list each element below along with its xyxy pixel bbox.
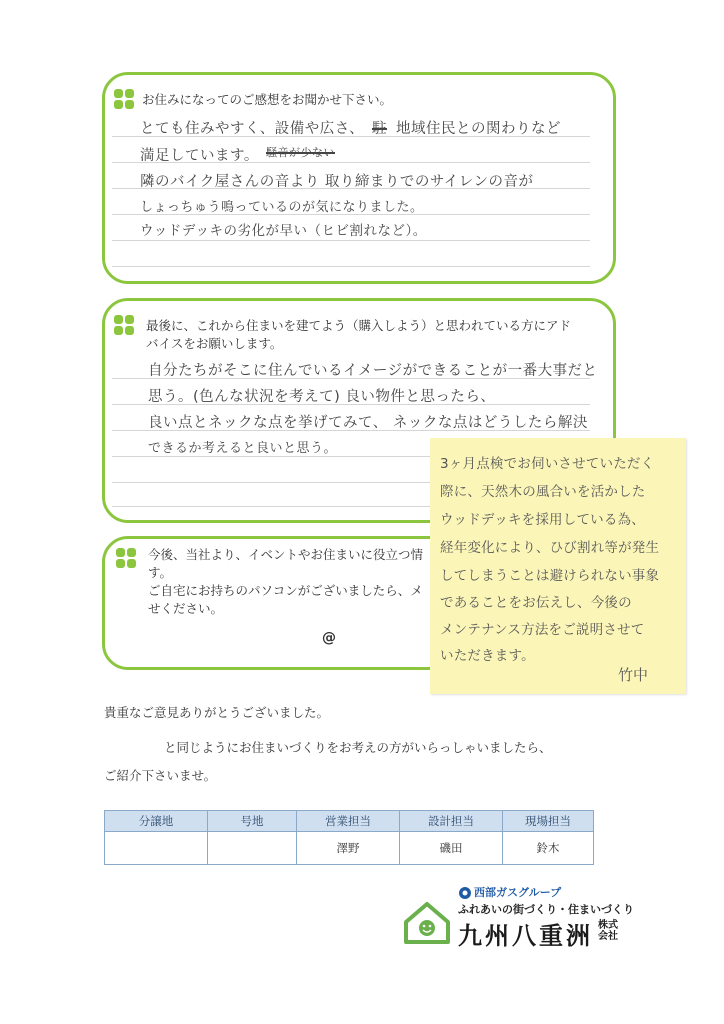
value-lot-number: [208, 832, 297, 865]
value-site: 鈴木: [503, 832, 594, 865]
struck-word-2: 騒音が少ない: [266, 146, 335, 159]
note-line-1: 3ヶ月点検でお伺いさせていただく: [440, 456, 655, 472]
note-line-8: いただきます。: [440, 648, 535, 664]
value-lot: [105, 832, 208, 865]
clover-icon: [116, 548, 138, 570]
thanks-text: 貴重なご意見ありがとうございました。: [104, 705, 330, 720]
house-logo-icon: [402, 898, 452, 948]
logo-group: 西部ガスグループ: [474, 886, 562, 899]
impressions-question: お住みになってのご感想をお聞かせ下さい。: [142, 92, 393, 107]
contact-text-1: 今後、当社より、イベントやお住まいに役立つ情: [148, 547, 424, 562]
contact-text-2: す。: [148, 565, 173, 580]
clover-icon: [114, 89, 136, 111]
advice-line-1: 自分たちがそこに住んでいるイメージができることが一番大事だと: [148, 363, 598, 379]
header-lot-number: 号地: [208, 811, 297, 832]
value-design: 磯田: [400, 832, 503, 865]
note-line-4: 経年変化により、ひび割れ等が発生: [440, 540, 660, 556]
impressions-line-1b: 地域住民との関わりなど: [396, 121, 561, 137]
header-sales: 営業担当: [297, 811, 400, 832]
logo-suffix: 株式会社: [598, 920, 618, 942]
note-signature: 竹中: [617, 666, 648, 684]
staff-table: [104, 810, 594, 865]
email-at-sign: @: [322, 630, 336, 646]
struck-word-1: 駐: [372, 121, 387, 137]
contact-text-4: せください。: [148, 601, 224, 616]
logo-tagline: ふれあいの街づくり・住まいづくり: [458, 903, 634, 916]
note-line-2: 際に、天然木の風合いを活かした: [440, 484, 646, 500]
advice-line-3: 良い点とネックな点を挙げてみて、 ネックな点はどうしたら解決: [148, 415, 588, 431]
header-lot: 分譲地: [105, 811, 208, 832]
header-design: 設計担当: [400, 811, 503, 832]
advice-question-line-1: 最後に、これから住まいを建てよう（購入しよう）と思われている方にアド: [146, 318, 572, 333]
value-sales: 澤野: [297, 832, 400, 865]
gas-group-icon: [458, 886, 472, 900]
logo-company: 九州八重洲: [458, 922, 593, 950]
contact-text-3: ご自宅にお持ちのパソコンがございましたら、メ: [148, 583, 423, 598]
referral-text-2: ご紹介下さいませ。: [104, 768, 217, 783]
sticky-note: [430, 438, 686, 694]
note-line-5: してしまうことは避けられない事象: [440, 568, 660, 584]
header-site: 現場担当: [503, 811, 594, 832]
impressions-line-3: 隣のバイク屋さんの音より 取り締まりでのサイレンの音が: [140, 174, 534, 190]
note-line-7: メンテナンス方法をご説明させて: [440, 622, 645, 638]
clover-icon: [114, 315, 136, 337]
referral-text: と同じようにお住まいづくりをお考えの方がいらっしゃいましたら、: [164, 740, 552, 755]
impressions-line-1: とても住みやすく、設備や広さ、: [140, 121, 365, 137]
advice-line-2: 思う。(色んな状況を考えて) 良い物件と思ったら、: [148, 389, 496, 405]
impressions-line-2: 満足しています。: [140, 148, 259, 164]
advice-question-line-2: バイスをお願いします。: [146, 336, 283, 351]
note-line-3: ウッドデッキを採用している為、: [440, 512, 645, 528]
company-logo: [402, 880, 632, 950]
advice-line-4: できるか考えると良いと思う。: [148, 441, 338, 456]
note-line-6: であることをお伝えし、今後の: [440, 595, 632, 611]
impressions-line-5: ウッドデッキの劣化が早い（ヒビ割れなど）。: [140, 223, 427, 239]
impressions-line-4: しょっちゅう鳴っているのが気になりました。: [140, 200, 424, 215]
